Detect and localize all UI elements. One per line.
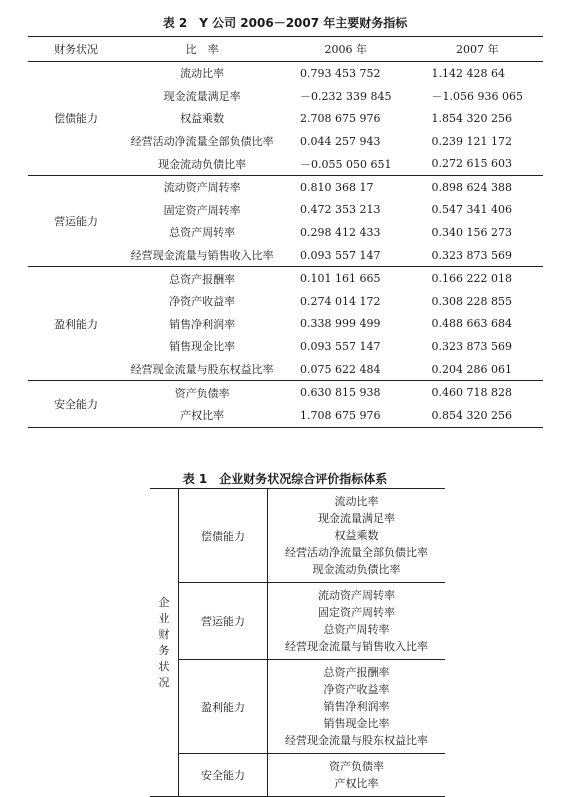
value-2006-cell: －0.055 050 651 [280, 152, 411, 175]
category-cell: 营运能力 [28, 175, 124, 266]
indicator-item: 总资产报酬率 [323, 666, 390, 679]
metric-cell: 经营现金流量与股东权益比率 [124, 358, 280, 381]
table1-title: 表 1 企业财务状况综合评价指标体系 [182, 472, 388, 486]
indicator-item: 现金流量满足率 [318, 512, 395, 525]
table-row [28, 381, 543, 404]
value-2007-cell: 0.323 873 569 [412, 244, 543, 267]
metric-cell: 流动比率 [180, 67, 225, 81]
table-row [28, 267, 543, 290]
dimension-cell: 营运能力 [179, 583, 268, 660]
indicator-item: 流动资产周转率 [318, 589, 395, 602]
indicator-list [268, 583, 446, 660]
metric-cell: 总资产报酬率 [169, 272, 236, 286]
evaluation-system-table [150, 488, 445, 797]
indicator-list [268, 489, 446, 583]
table2-body [28, 62, 543, 428]
metric-cell: 经营现金流量与销售收入比率 [124, 244, 280, 267]
indicator-item: 固定资产周转率 [318, 606, 395, 619]
value-2007-cell: 0.547 341 406 [431, 203, 512, 217]
dimension-row [150, 754, 445, 797]
value-2006-cell: 0.338 999 499 [300, 317, 381, 331]
value-2007-cell: 0.166 222 018 [431, 272, 512, 286]
financial-indicators-table [28, 36, 543, 428]
header-ratio: 比 率 [124, 37, 280, 62]
value-2006-cell: 0.075 622 484 [280, 358, 411, 381]
table2-header-row [28, 37, 543, 62]
value-2006-cell: 0.810 368 17 [300, 180, 374, 194]
value-2006-cell: 0.298 412 433 [300, 225, 381, 239]
value-2007-cell: 0.898 624 388 [431, 180, 512, 194]
metric-cell: 权益乘数 [180, 112, 225, 126]
header-2006: 2006 年 [280, 37, 411, 62]
value-2007-cell: 0.340 156 273 [431, 225, 512, 239]
metric-cell: 销售现金比率 [169, 340, 236, 354]
header-2007: 2007 年 [412, 37, 543, 62]
indicator-item: 经营活动净流量全部负债比率 [285, 546, 428, 559]
dimension-cell: 安全能力 [179, 754, 268, 797]
category-cell: 盈利能力 [28, 267, 124, 381]
value-2006-cell: 0.093 557 147 [280, 244, 411, 267]
value-2006-cell: 0.793 453 752 [300, 66, 381, 80]
root-char: 企 [158, 595, 170, 609]
metric-cell: 销售净利润率 [169, 317, 236, 331]
value-2006-cell: 0.101 161 665 [300, 272, 381, 286]
indicator-item: 资产负债率 [329, 760, 384, 773]
value-2006-cell: 0.472 353 213 [300, 203, 381, 217]
root-char: 状 [158, 659, 170, 673]
metric-cell: 资产负债率 [174, 386, 230, 400]
dimension-cell: 偿债能力 [179, 489, 268, 583]
root-char: 务 [158, 643, 170, 657]
metric-cell: 现金流动负债比率 [124, 152, 280, 175]
value-2006-cell: 0.093 557 147 [300, 339, 381, 353]
value-2007-cell: 0.460 718 828 [431, 386, 512, 400]
root-char: 业 [158, 611, 170, 625]
root-char: 财 [158, 627, 170, 641]
indicator-item: 经营现金流量与销售收入比率 [285, 640, 428, 653]
value-2007-cell: 0.239 121 172 [431, 134, 512, 148]
value-2007-cell: 1.142 428 64 [431, 66, 505, 80]
value-2006-cell: 1.708 675 976 [280, 404, 411, 427]
value-2006-cell: 2.708 675 976 [300, 111, 381, 125]
value-2007-cell: 0.854 320 256 [412, 404, 543, 427]
value-2007-cell: 1.854 320 256 [431, 111, 512, 125]
dimension-row [150, 583, 445, 660]
root-char: 况 [158, 675, 170, 689]
value-2007-cell: 0.308 228 855 [431, 294, 512, 308]
indicator-item: 销售净利润率 [323, 700, 390, 713]
indicator-item: 流动比率 [334, 495, 379, 508]
header-category: 财务状况 [28, 37, 124, 62]
metric-cell: 总资产周转率 [169, 226, 236, 240]
value-2006-cell: －0.232 339 845 [300, 89, 392, 103]
metric-cell: 现金流量满足率 [163, 89, 241, 103]
metric-cell: 净资产收益率 [169, 295, 236, 309]
value-2007-cell: 0.323 873 569 [431, 339, 512, 353]
table-row [28, 175, 543, 198]
metric-cell: 经营活动净流量全部负债比率 [130, 135, 274, 149]
indicator-item: 产权比率 [334, 777, 379, 790]
root-category-cell [150, 489, 179, 797]
category-cell: 安全能力 [28, 381, 124, 427]
category-cell: 偿债能力 [28, 62, 124, 176]
dimension-row [150, 660, 445, 754]
value-2006-cell: 0.274 014 172 [300, 294, 381, 308]
indicator-list [268, 660, 446, 754]
table1-body [150, 489, 445, 797]
indicator-list [268, 754, 446, 797]
value-2007-cell: 0.488 663 684 [431, 317, 512, 331]
metric-cell: 流动资产周转率 [163, 181, 241, 195]
table-row [28, 62, 543, 85]
indicator-item: 销售现金比率 [323, 717, 390, 730]
dimension-cell: 盈利能力 [179, 660, 268, 754]
value-2006-cell: 0.044 257 943 [300, 134, 381, 148]
indicator-item: 净资产收益率 [323, 683, 390, 696]
value-2007-cell: 0.204 286 061 [412, 358, 543, 381]
indicator-item: 总资产周转率 [323, 623, 390, 636]
dimension-row [150, 489, 445, 583]
value-2007-cell: 0.272 615 603 [412, 152, 543, 175]
value-2006-cell: 0.630 815 938 [300, 386, 381, 400]
indicator-item: 经营现金流量与股东权益比率 [285, 734, 428, 747]
indicator-item: 现金流动负债比率 [312, 563, 401, 576]
metric-cell: 固定资产周转率 [163, 203, 241, 217]
indicator-item: 权益乘数 [334, 529, 379, 542]
value-2007-cell: －1.056 936 065 [431, 89, 523, 103]
table2-title: 表 2 Y 公司 2006－2007 年主要财务指标 [162, 16, 408, 30]
metric-cell: 产权比率 [124, 404, 280, 427]
